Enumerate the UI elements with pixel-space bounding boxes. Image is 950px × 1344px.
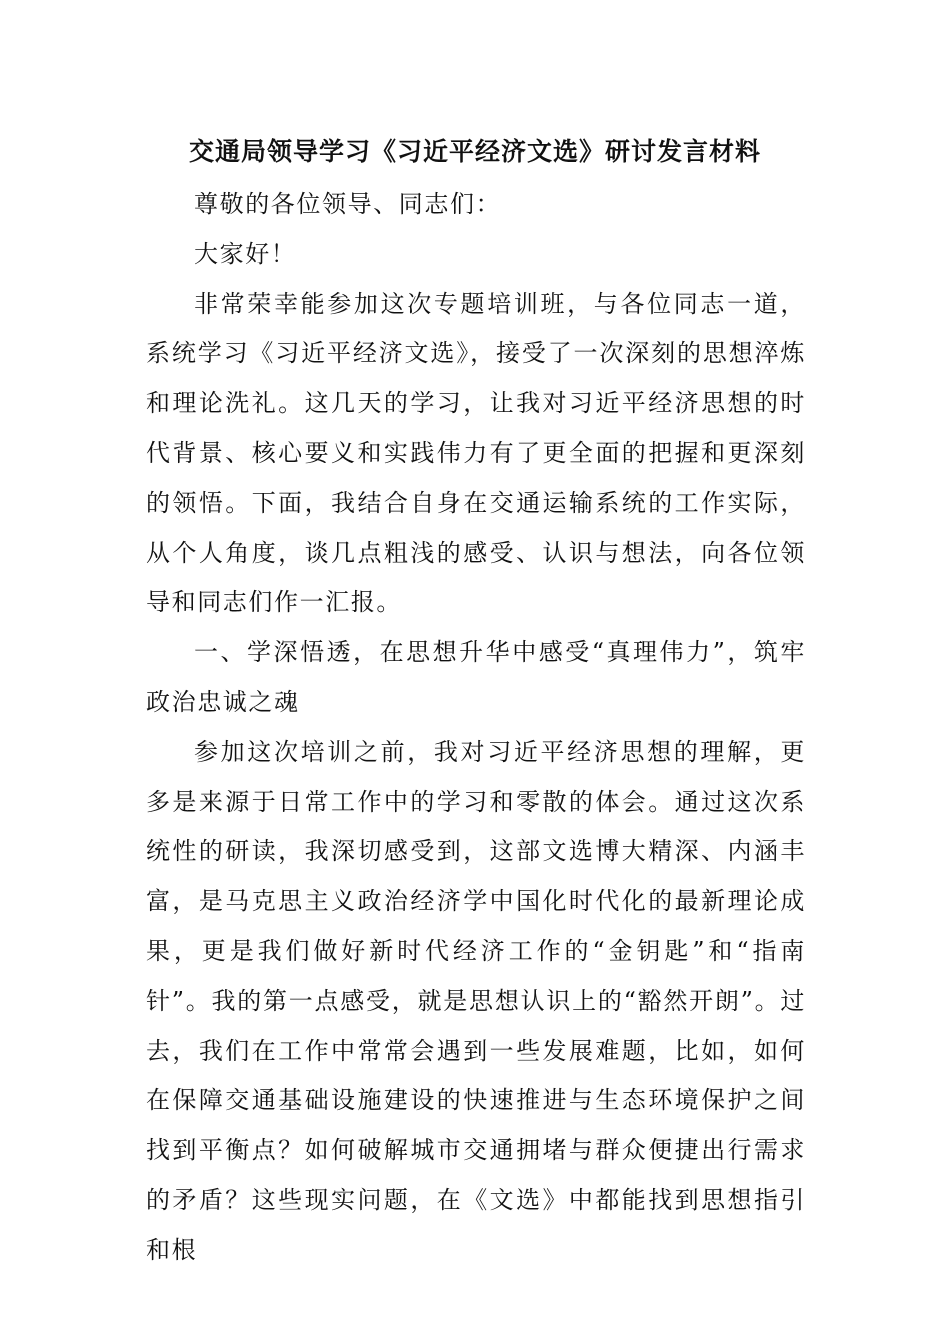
salutation: 尊敬的各位领导、同志们： xyxy=(194,190,502,218)
document-body xyxy=(146,180,806,1276)
section-heading: 一、学深悟透，在思想升华中感受“真理伟力”，筑牢政治忠诚之魂 xyxy=(146,638,806,716)
paragraph-intro: 非常荣幸能参加这次专题培训班，与各位同志一道，系统学习《习近平经济文选》，接受了一次深刻的思想淬炼和理论洗礼。这几天的学习，让我对习近平经济思想的时代背景、核心要义和实践伟力有了更全面的把握和更深刻的领悟。下面，我结合自身在交通运输系统的工作实际，从个人角度，谈几点粗浅的感受、认识与想法，向各位领导和同志们作一汇报。 xyxy=(146,289,806,617)
paragraph-body: 参加这次培训之前，我对习近平经济思想的理解，更多是来源于日常工作中的学习和零散的体会。通过这次系统性的研读，我深切感受到，这部文选博大精深、内涵丰富，是马克思主义政治经济学中国化时代化的最新理论成果，更是我们做好新时代经济工作的“金钥匙”和“指南针”。我的第一点感受，就是思想认识上的“豁然开朗”。过去，我们在工作中常常会遇到一些发展难题，比如，如何在保障交通基础设施建设的快速推进与生态环境保护之间找到平衡点？如何破解城市交通拥堵与群众便捷出行需求的矛盾？这些现实问题，在《文选》中都能找到思想指引和根 xyxy=(146,737,806,1264)
greeting: 大家好！ xyxy=(194,239,297,268)
document-title: 交通局领导学习《习近平经济文选》研讨发言材料 xyxy=(188,137,761,166)
